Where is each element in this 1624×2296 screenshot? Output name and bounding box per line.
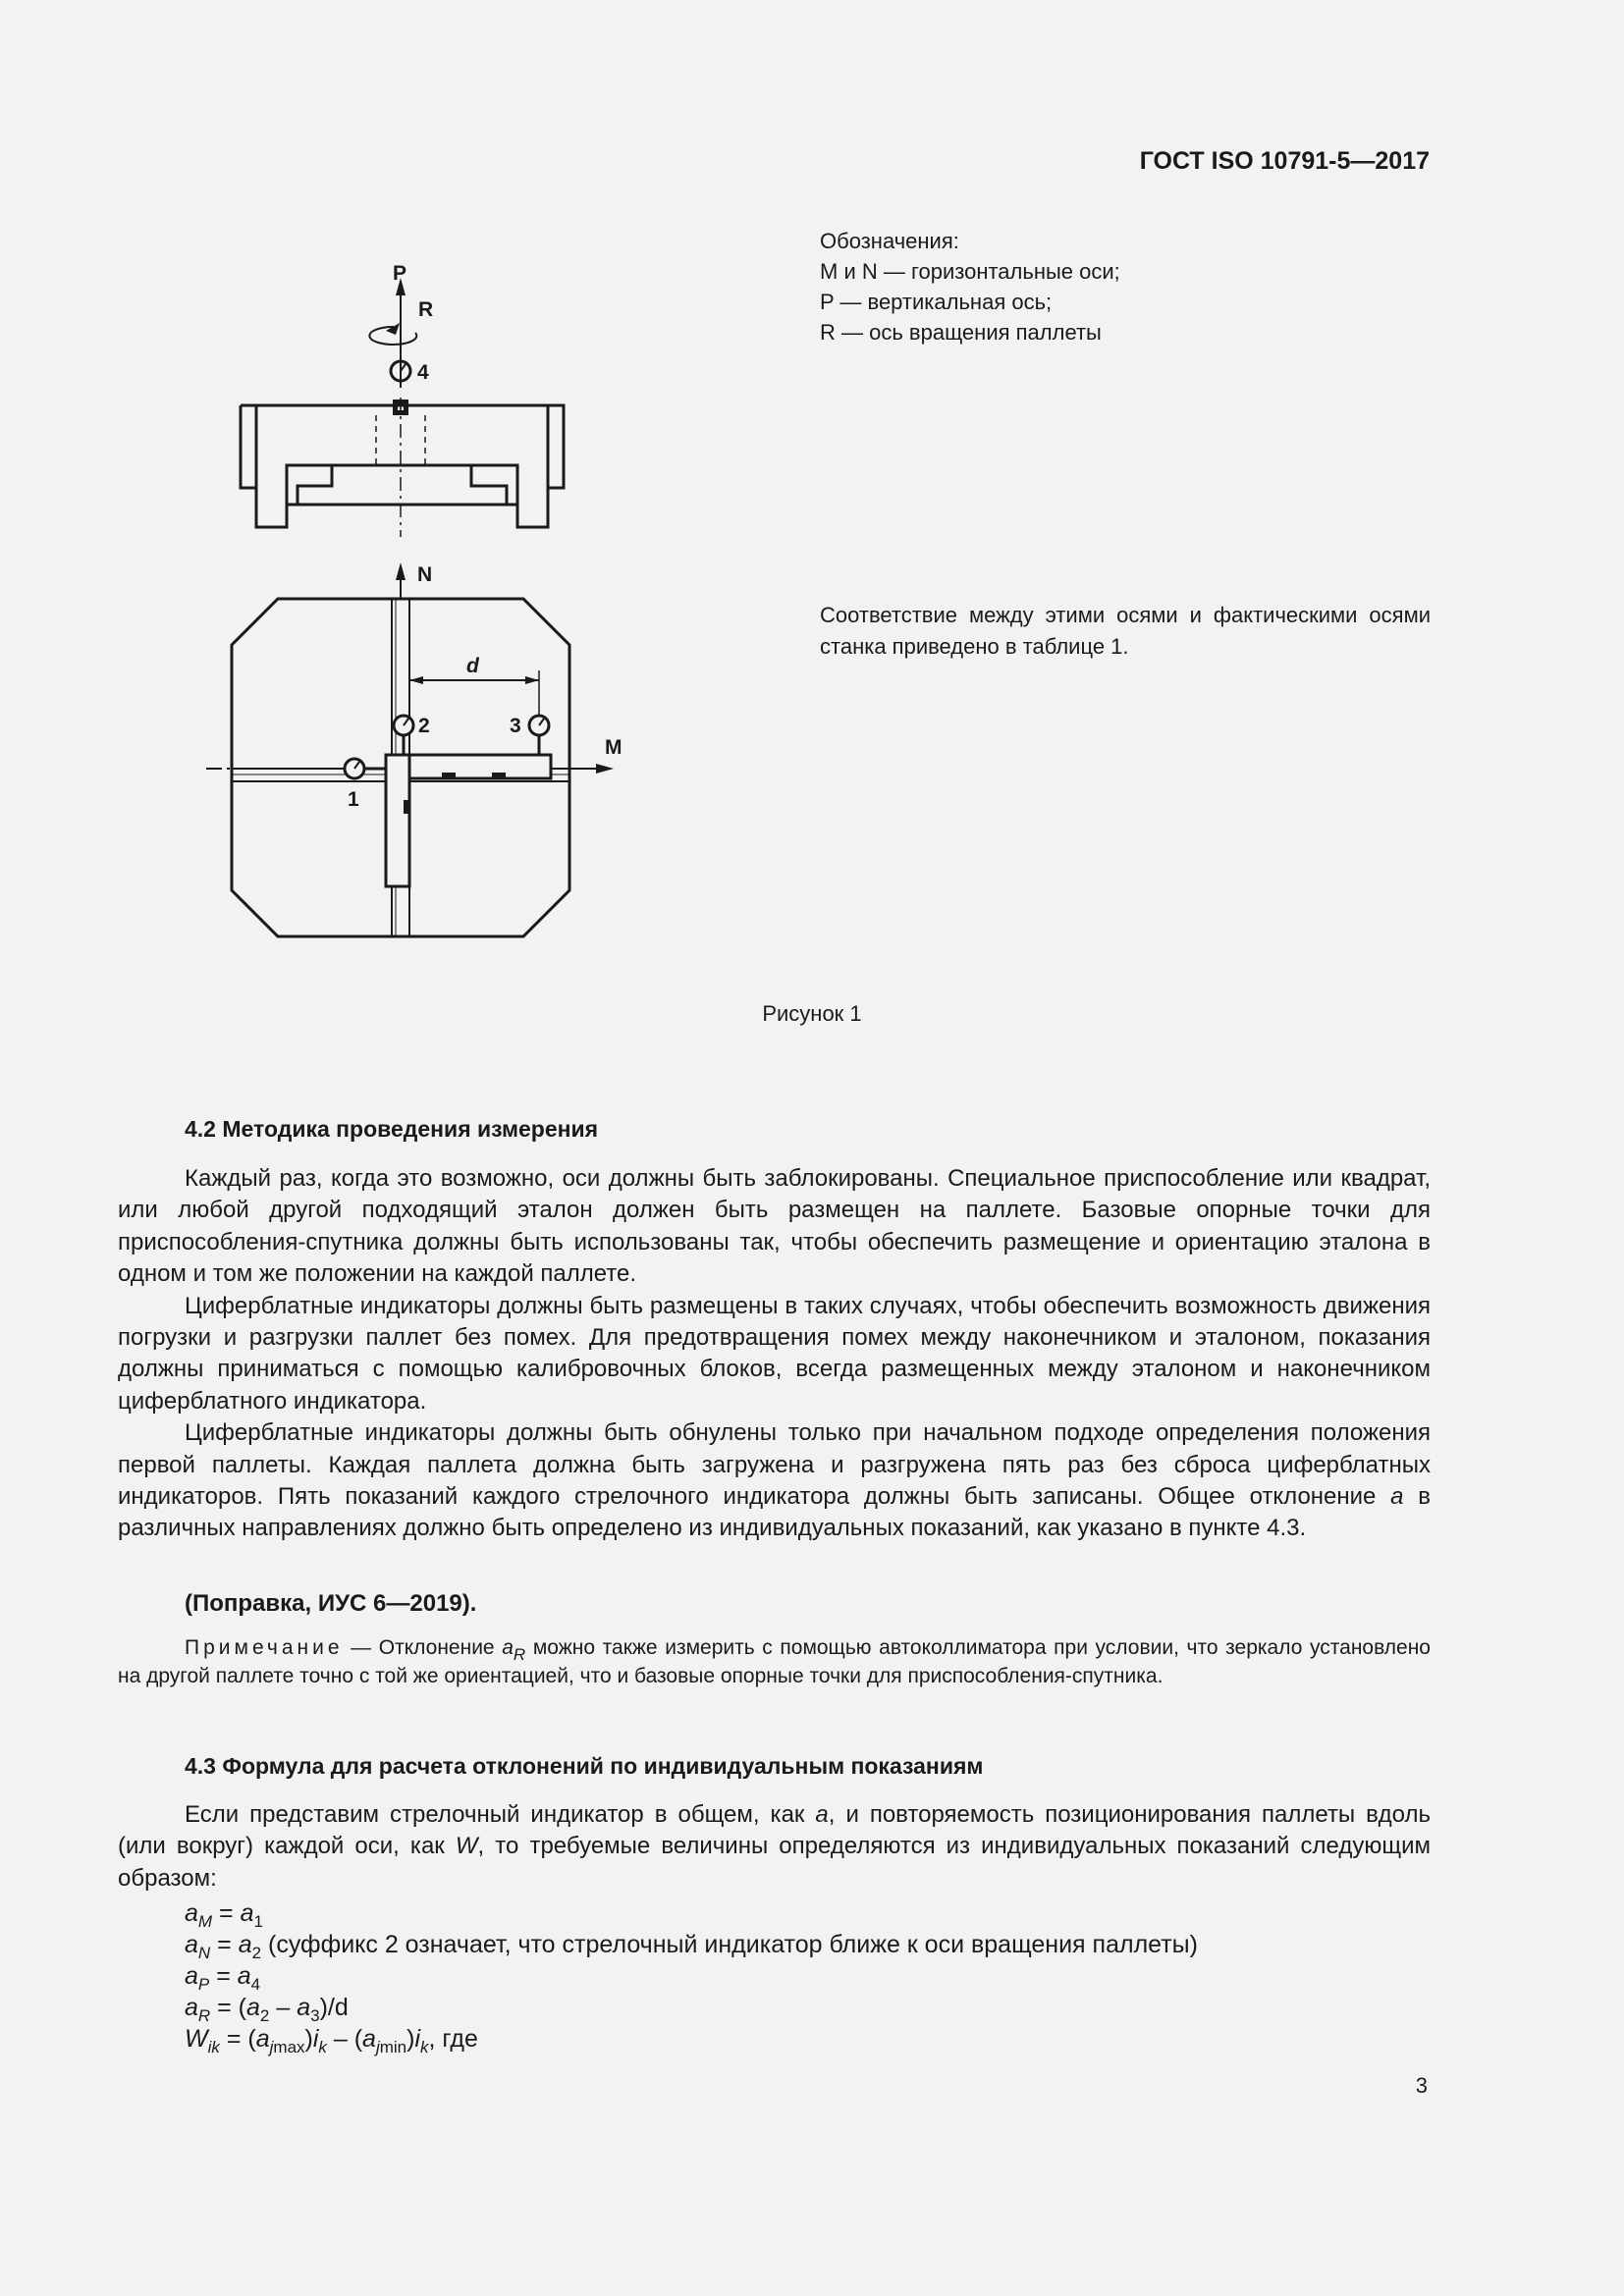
note-label: Примечание xyxy=(185,1636,344,1659)
label-2: 2 xyxy=(418,715,430,737)
figure-1-diagram xyxy=(221,260,623,967)
label-p: P xyxy=(393,262,407,285)
label-1: 1 xyxy=(348,788,359,811)
legend-item: P — вертикальная ось; xyxy=(820,290,1053,314)
label-r: R xyxy=(418,298,434,321)
label-3: 3 xyxy=(510,715,521,737)
formula-a-r: $a_R = (a_2 - a_3)/d$ xyxy=(185,1994,349,2025)
note: Примечание — Отклонение $a_R$ можно также измерить с помощью автоколлиматора при условии, что зеркало установлено на другой паллете точно с той же ориентацией, что и базовые опорные точки для приспособления-спутника. xyxy=(118,1636,1431,1687)
formula-w-ik: $W_{ik} = (a_{jmax})i_k - (a_{jmin})i_k$, где xyxy=(185,2025,478,2056)
formula-a-n: $a_N = a_2$ (суффикс 2 означает, что стрелочный индикатор ближе к оси вращения паллеты) xyxy=(185,1931,1198,1962)
formula-a-p: $a_P = a_4$ xyxy=(185,1962,261,1994)
formula-a-m: $a_M = a_1$ xyxy=(185,1899,263,1931)
axes-correspondence-note: Соответствие между этими осями и фактическими осями станка приведено в таблице 1. xyxy=(820,603,1431,659)
section-4-3-body xyxy=(118,1799,1431,1895)
formula-list xyxy=(185,1897,1198,2055)
legend-item: M и N — горизонтальные оси; xyxy=(820,259,1120,284)
axis-m-arrow xyxy=(596,764,614,774)
paragraph: Циферблатные индикаторы должны быть обнулены только при начальном подходе определения положения первой паллеты. Каждая паллета должна быть загружена и разгружена пять раз без сброса циферблатных индикаторов. Пять показаний каждого стрелочного индикатора должны быть записаны. Общее отклонение a в различных направлениях должно быть определено из индивидуальных показаний, как указано в пункте 4.3. xyxy=(118,1419,1432,1542)
label-n: N xyxy=(417,563,433,586)
label-m: M xyxy=(605,736,623,759)
legend-item: R — ось вращения паллеты xyxy=(820,320,1102,345)
label-4: 4 xyxy=(417,361,429,384)
figure-legend xyxy=(820,226,1429,347)
section-4-3-heading: 4.3 Формула для расчета отклонений по индивидуальным показаниям xyxy=(185,1753,984,1779)
paragraph: Если представим стрелочный индикатор в общем, как a, и повторяемость позиционирования паллеты вдоль (или вокруг) каждой оси, как W, то требуемые величины определяются из индивидуальных показаний следующим образом: xyxy=(118,1801,1431,1892)
label-d: d xyxy=(466,655,479,677)
amendment-line: (Поправка, ИУС 6—2019). xyxy=(185,1590,477,1617)
standard-number: ГОСТ ISO 10791-5—2017 xyxy=(1139,147,1430,175)
paragraph: Каждый раз, когда это возможно, оси должны быть заблокированы. Специальное приспособление или квадрат, или любой другой подходящий эталон должен быть размещен на паллете. Базовые опорные точки для приспособления-спутника должны быть использованы так, чтобы обеспечить размещение и ориентацию эталона в одном и том же положении на каждой паллете. xyxy=(118,1165,1431,1288)
legend-title: Обозначения: xyxy=(820,229,959,253)
paragraph: Циферблатные индикаторы должны быть размещены в таких случаях, чтобы обеспечить возможность движения погрузки и разгрузки паллет без помех. Для предотвращения помех между наконечником и эталоном, показания должны приниматься с помощью калибровочных блоков, всегда размещенных между эталоном и наконечником циферблатного индикатора. xyxy=(118,1292,1431,1415)
page-number: 3 xyxy=(1415,2073,1428,2098)
section-4-2-body xyxy=(118,1163,1431,1545)
figure-caption: Рисунок 1 xyxy=(762,1001,862,1026)
section-4-2-heading: 4.2 Методика проведения измерения xyxy=(185,1116,599,1142)
axis-n-arrow xyxy=(396,562,406,580)
